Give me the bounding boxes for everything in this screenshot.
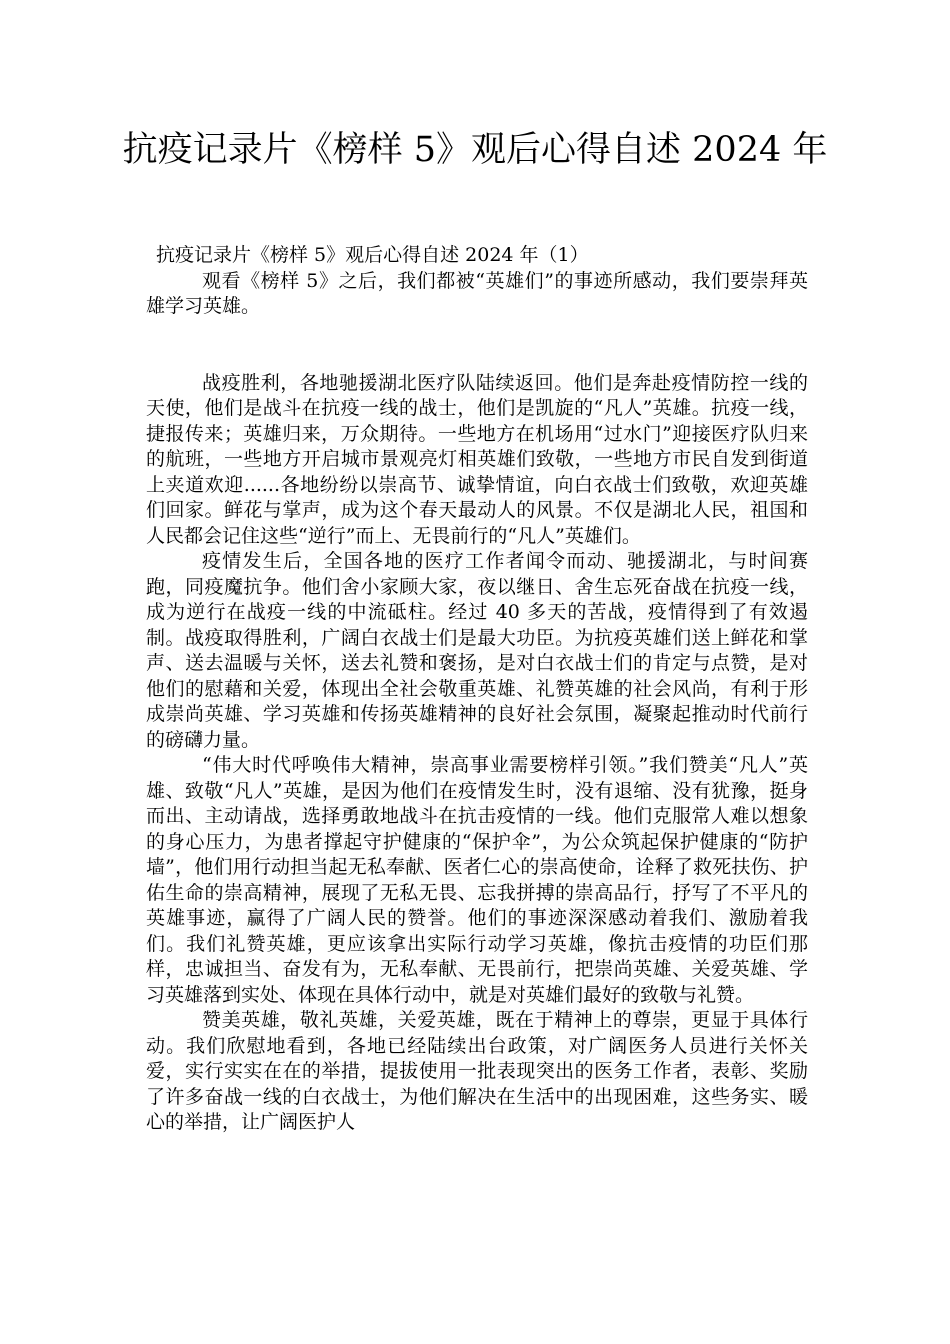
paragraph-spacer xyxy=(146,320,808,371)
intro-paragraph: 观看《榜样 5》之后，我们都被“英雄们”的事迹所感动，我们要崇拜英雄学习英雄。 xyxy=(146,269,808,317)
body-paragraph: 战疫胜利，各地驰援湖北医疗队陆续返回。他们是奔赴疫情防控一线的天使，他们是战斗在抗疫一线的战士，他们是凯旋的“凡人”英雄。抗疫一线，捷报传来；英雄归来，万众期待。一些地方在机场用“过水门”迎接医疗队归来的航班，一些地方开启城市景观亮灯相英雄们致敬，一些地方市民自发到街道上夹道欢迎......各地纷纷以崇高节、诚挚情谊，向白衣战士们致敬，欢迎英雄们回家。鲜花与掌声，成为这个春天最动人的风景。不仅是湖北人民，祖国和人民都会记住这些“逆行”而上、无畏前行的“凡人”英雄们。 xyxy=(146,371,808,547)
body-paragraph: “伟大时代呼唤伟大精神，崇高事业需要榜样引领。”我们赞美“凡人”英雄、致敬“凡人”英雄，是因为他们在疫情发生时，没有退缩、没有犹豫，挺身而出、主动请战，选择勇敢地战斗在抗击疫情的一线。他们克服常人难以想象的身心压力，为患者撑起守护健康的“保护伞”，为公众筑起保护健康的“防护墙”，他们用行动担当起无私奉献、医者仁心的崇高使命，诠释了救死扶伤、护佑生命的崇高精神，展现了无私无畏、忘我拼搏的崇高品行，抒写了不平凡的英雄事迹，赢得了广阔人民的赞誉。他们的事迹深深感动着我们、激励着我们。我们礼赞英雄，更应该拿出实际行动学习英雄，像抗击疫情的功臣们那样，忠诚担当、奋发有为，无私奉献、无畏前行，把崇尚英雄、关爱英雄、学习英雄落到实处、体现在具体行动中，就是对英雄们最好的致敬与礼赞。 xyxy=(146,754,808,1006)
document-body xyxy=(146,243,808,1136)
document-subtitle: 抗疫记录片《榜样 5》观后心得自述 2024 年（1） xyxy=(156,244,589,266)
body-paragraph: 赞美英雄，敬礼英雄，关爱英雄，既在于精神上的尊崇，更显于具体行动。我们欣慰地看到，各地已经陆续出台政策，对广阔医务人员进行关怀关爱，实行实实在在的举措，提拔使用一批表现突出的医务工作者，表彰、奖励了许多奋战一线的白衣战士，为他们解决在生活中的出现困难，这些务实、暖心的举措，让广阔医护人 xyxy=(146,1009,808,1133)
body-paragraph: 疫情发生后，全国各地的医疗工作者闻令而动、驰援湖北，与时间赛跑，同疫魔抗争。他们舍小家顾大家，夜以继日、舍生忘死奋战在抗疫一线，成为逆行在战疫一线的中流砥柱。经过 40 多天的苦战，疫情得到了有效遏制。战疫取得胜利，广阔白衣战士们是最大功臣。为抗疫英雄们送上鲜花和掌声、送去温暖与关怀，送去礼赞和褒扬，是对白衣战士们的肯定与点赞，是对他们的慰藉和关爱，体现出全社会敬重英雄、礼赞英雄的社会风尚，有利于形成崇尚英雄、学习英雄和传扬英雄精神的良好社会氛围，凝聚起推动时代前行的磅礴力量。 xyxy=(146,550,808,751)
document-title: 抗疫记录片《榜样 5》观后心得自述 2024 年 xyxy=(122,130,828,170)
